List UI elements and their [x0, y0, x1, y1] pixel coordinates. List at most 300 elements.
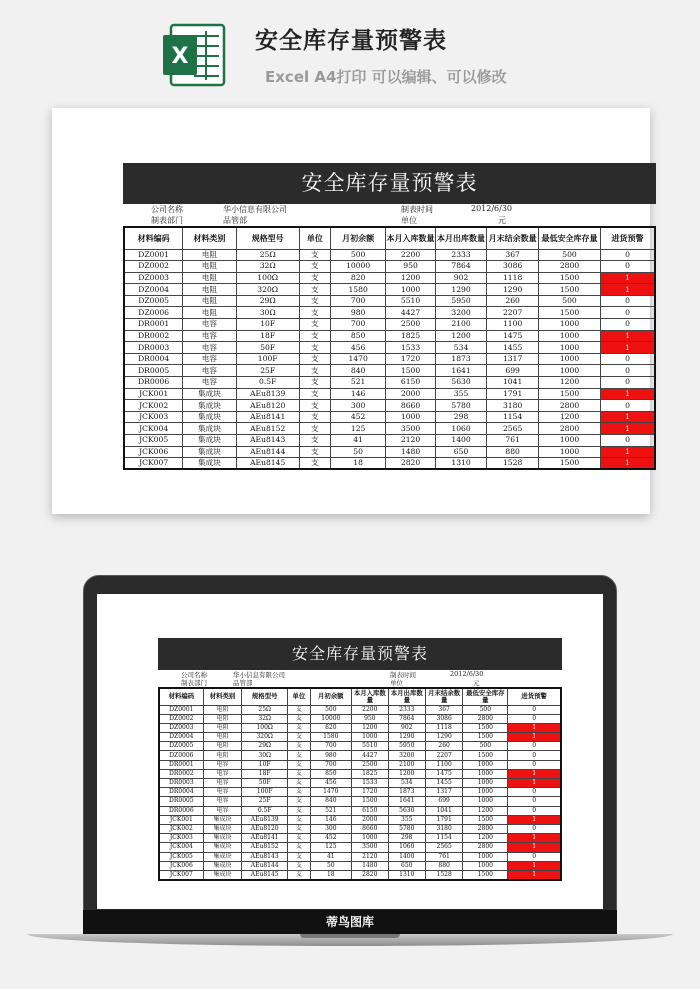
table-cell: 3180	[487, 400, 539, 412]
table-cell: 902	[435, 272, 487, 284]
table-cell: 电阻	[203, 714, 242, 723]
table-cell: 1500	[463, 723, 508, 732]
table-cell: 1290	[487, 284, 539, 296]
table-cell: JCK004	[124, 423, 183, 435]
table-cell: 100Ω	[242, 723, 288, 732]
table-cell: JCK007	[124, 458, 183, 470]
table-cell: 367	[425, 705, 462, 714]
table-cell: 1533	[386, 342, 435, 354]
table-cell: 集成块	[203, 843, 242, 852]
table-cell: JCK006	[159, 861, 203, 870]
column-header: 本月入库数量	[352, 688, 389, 705]
table-row	[159, 788, 561, 797]
alert-cell: 0	[601, 377, 655, 389]
table-cell: 298	[435, 411, 487, 423]
column-header: 进货预警	[601, 227, 655, 249]
table-cell: 5510	[352, 742, 389, 751]
table-cell: 500	[463, 705, 508, 714]
table-cell: 支	[288, 861, 311, 870]
table-cell: DZ0006	[124, 307, 183, 319]
table-cell: 1200	[435, 330, 487, 342]
table-cell: 1310	[388, 870, 425, 880]
alert-cell: 0	[508, 824, 561, 833]
table-cell: 3500	[352, 843, 389, 852]
table-cell: 500	[538, 295, 600, 307]
alert-cell: 1	[508, 834, 561, 843]
table-cell: 1000	[463, 788, 508, 797]
table-cell: 1470	[310, 788, 351, 797]
alert-cell: 0	[508, 751, 561, 760]
table-cell: 1720	[352, 788, 389, 797]
table-cell: 1825	[352, 769, 389, 778]
table-cell: 1000	[463, 797, 508, 806]
form-large	[123, 163, 656, 470]
table-cell: 146	[310, 815, 351, 824]
table-cell: 30Ω	[242, 751, 288, 760]
table-row	[124, 411, 655, 423]
alert-cell: 1	[601, 446, 655, 458]
table-cell: 2120	[386, 435, 435, 447]
table-cell: 5510	[386, 295, 435, 307]
table-cell: 支	[288, 870, 311, 880]
table-cell: 840	[330, 365, 385, 377]
table-cell: 18F	[236, 330, 299, 342]
table-cell: 3200	[435, 307, 487, 319]
table-cell: 集成块	[183, 435, 236, 447]
table-cell: 1500	[463, 751, 508, 760]
table-cell: 1317	[487, 353, 539, 365]
table-cell: JCK007	[159, 870, 203, 880]
table-cell: 18	[310, 870, 351, 880]
table-cell: 1200	[352, 723, 389, 732]
table-cell: 电容	[203, 797, 242, 806]
table-cell: 支	[288, 797, 311, 806]
table-cell: 10F	[242, 760, 288, 769]
table-cell: 1200	[538, 377, 600, 389]
table-cell: DR0004	[124, 353, 183, 365]
table-cell: 10000	[330, 261, 385, 273]
table-row	[124, 342, 655, 354]
dept-label: 制表部门	[181, 679, 207, 687]
table-cell: 761	[487, 435, 539, 447]
table-cell: 2120	[352, 852, 389, 861]
table-cell: 50F	[236, 342, 299, 354]
table-cell: 1200	[538, 411, 600, 423]
table-cell: 1041	[425, 806, 462, 815]
table-cell: 25F	[242, 797, 288, 806]
table-row	[159, 797, 561, 806]
table-cell: DZ0006	[159, 751, 203, 760]
table-cell: 1455	[425, 779, 462, 788]
table-cell: 1200	[463, 806, 508, 815]
table-cell: 1400	[435, 435, 487, 447]
table-cell: 1480	[386, 446, 435, 458]
table-row	[124, 295, 655, 307]
table-cell: 支	[288, 733, 311, 742]
table-cell: 1500	[386, 365, 435, 377]
table-cell: 1000	[463, 769, 508, 778]
table-cell: 电阻	[203, 733, 242, 742]
table-row	[124, 365, 655, 377]
table-cell: 650	[435, 446, 487, 458]
dept-label: 制表部门	[151, 216, 183, 225]
table-cell: DZ0005	[159, 742, 203, 751]
table-cell: 支	[288, 852, 311, 861]
table-cell: 5630	[388, 806, 425, 815]
table-cell: 300	[310, 824, 351, 833]
alert-cell: 0	[508, 742, 561, 751]
table-cell: 50	[310, 861, 351, 870]
column-header: 月初余额	[330, 227, 385, 249]
table-cell: 367	[487, 249, 539, 261]
table-cell: 集成块	[183, 458, 236, 470]
print-preview-sheet	[52, 108, 650, 514]
table-cell: 6150	[386, 377, 435, 389]
table-row	[159, 779, 561, 788]
table-cell: DR0006	[159, 806, 203, 815]
table-cell: 500	[310, 705, 351, 714]
form-small	[158, 638, 562, 881]
form-title-banner: 安全库存量预警表	[158, 638, 562, 670]
table-cell: 355	[435, 388, 487, 400]
table-cell: 1873	[435, 353, 487, 365]
table-cell: 1455	[487, 342, 539, 354]
table-cell: 电阻	[183, 272, 236, 284]
alert-cell: 0	[508, 797, 561, 806]
table-row	[159, 806, 561, 815]
table-cell: 6150	[352, 806, 389, 815]
table-cell: 电阻	[203, 751, 242, 760]
alert-cell: 0	[601, 400, 655, 412]
table-cell: 支	[288, 742, 311, 751]
table-cell: AEu8139	[242, 815, 288, 824]
table-cell: DR0003	[124, 342, 183, 354]
table-cell: 298	[388, 834, 425, 843]
table-cell: 支	[299, 249, 330, 261]
unit-label: 单位	[390, 679, 403, 687]
table-cell: 5950	[435, 295, 487, 307]
table-cell: 452	[310, 834, 351, 843]
company-value: 华小信息有限公司	[223, 205, 287, 214]
table-cell: 950	[386, 261, 435, 273]
alert-cell: 1	[601, 423, 655, 435]
table-cell: 10000	[310, 714, 351, 723]
table-row	[124, 458, 655, 470]
table-cell: 320Ω	[236, 284, 299, 296]
page-subtitle: Excel A4打印 可以编辑、可以修改	[265, 68, 507, 86]
table-row	[159, 834, 561, 843]
form-meta	[158, 670, 562, 687]
table-cell: 支	[288, 806, 311, 815]
alert-cell: 1	[508, 815, 561, 824]
alert-cell: 1	[601, 342, 655, 354]
table-cell: 1100	[487, 319, 539, 331]
column-header: 单位	[288, 688, 311, 705]
table-cell: 500	[538, 249, 600, 261]
table-cell: 534	[435, 342, 487, 354]
table-cell: 50F	[242, 779, 288, 788]
table-cell: 880	[487, 446, 539, 458]
table-cell: 260	[487, 295, 539, 307]
column-header: 材料类别	[183, 227, 236, 249]
table-cell: 1290	[425, 733, 462, 742]
table-cell: 1500	[463, 733, 508, 742]
table-cell: 820	[310, 723, 351, 732]
alert-cell: 0	[601, 295, 655, 307]
alert-cell: 1	[601, 284, 655, 296]
table-cell: AEu8144	[236, 446, 299, 458]
svg-text:X: X	[171, 44, 189, 69]
column-header: 本月入库数量	[386, 227, 435, 249]
table-cell: JCK005	[159, 852, 203, 861]
table-cell: 3500	[386, 423, 435, 435]
table-cell: 534	[388, 779, 425, 788]
table-cell: 2333	[435, 249, 487, 261]
table-cell: DZ0004	[159, 733, 203, 742]
excel-icon	[161, 22, 227, 88]
alert-cell: 1	[508, 733, 561, 742]
table-cell: DZ0001	[124, 249, 183, 261]
column-header: 月末结余数量	[487, 227, 539, 249]
table-cell: DZ0005	[124, 295, 183, 307]
table-cell: 1791	[487, 388, 539, 400]
table-cell: 集成块	[183, 446, 236, 458]
table-cell: 集成块	[183, 388, 236, 400]
table-cell: 1475	[487, 330, 539, 342]
table-cell: AEu8143	[236, 435, 299, 447]
column-header: 月末结余数量	[425, 688, 462, 705]
table-cell: 820	[330, 272, 385, 284]
table-cell: 2800	[463, 843, 508, 852]
table-cell: 1500	[463, 815, 508, 824]
table-cell: 1528	[425, 870, 462, 880]
table-cell: AEu8141	[242, 834, 288, 843]
table-row	[124, 446, 655, 458]
table-cell: 支	[288, 788, 311, 797]
column-header: 规格型号	[236, 227, 299, 249]
table-row	[124, 261, 655, 273]
table-cell: 1500	[538, 284, 600, 296]
table-cell: 支	[288, 815, 311, 824]
table-cell: 电阻	[183, 261, 236, 273]
table-cell: 41	[330, 435, 385, 447]
table-cell: 1533	[352, 779, 389, 788]
table-cell: AEu8141	[236, 411, 299, 423]
form-meta	[123, 204, 656, 226]
alert-cell: 1	[601, 272, 655, 284]
table-header-row	[124, 227, 655, 249]
table-cell: 电容	[183, 365, 236, 377]
table-cell: 1000	[463, 760, 508, 769]
table-cell: 5950	[388, 742, 425, 751]
table-cell: 3086	[425, 714, 462, 723]
table-cell: 0.5F	[242, 806, 288, 815]
company-value: 华小信息有限公司	[233, 671, 285, 679]
table-row	[159, 714, 561, 723]
table-cell: 支	[299, 458, 330, 470]
table-cell: DR0006	[124, 377, 183, 389]
column-header: 最低安全库存量	[538, 227, 600, 249]
table-cell: 集成块	[203, 870, 242, 880]
table-row	[159, 861, 561, 870]
table-cell: 100Ω	[236, 272, 299, 284]
table-cell: 452	[330, 411, 385, 423]
table-cell: 电容	[183, 342, 236, 354]
dept-value: 品管部	[223, 216, 247, 225]
column-header: 本月出库数量	[388, 688, 425, 705]
table-cell: 1154	[425, 834, 462, 843]
table-cell: 1200	[463, 834, 508, 843]
table-cell: 1000	[463, 861, 508, 870]
table-cell: 8660	[386, 400, 435, 412]
table-row	[159, 870, 561, 880]
table-cell: 25Ω	[236, 249, 299, 261]
table-cell: 2800	[538, 423, 600, 435]
alert-cell: 0	[508, 705, 561, 714]
table-cell: 集成块	[203, 834, 242, 843]
date-label: 制表时间	[401, 205, 433, 214]
table-cell: 1500	[352, 797, 389, 806]
table-cell: AEu8143	[242, 852, 288, 861]
table-cell: 2200	[352, 705, 389, 714]
table-cell: 2800	[463, 824, 508, 833]
table-cell: DR0001	[159, 760, 203, 769]
laptop-screen	[97, 594, 603, 909]
table-cell: 456	[330, 342, 385, 354]
table-cell: 电容	[203, 760, 242, 769]
table-row	[124, 353, 655, 365]
table-cell: DR0005	[124, 365, 183, 377]
table-row	[124, 400, 655, 412]
table-cell: AEu8139	[236, 388, 299, 400]
table-row	[159, 742, 561, 751]
table-cell: 支	[299, 411, 330, 423]
alert-cell: 1	[601, 330, 655, 342]
table-cell: JCK003	[124, 411, 183, 423]
table-row	[124, 377, 655, 389]
table-cell: 5780	[435, 400, 487, 412]
table-cell: 700	[310, 742, 351, 751]
table-cell: 电容	[183, 377, 236, 389]
table-cell: 1000	[386, 284, 435, 296]
table-cell: 支	[288, 751, 311, 760]
table-cell: AEu8145	[236, 458, 299, 470]
table-cell: 电容	[203, 779, 242, 788]
table-cell: 支	[299, 319, 330, 331]
table-cell: 支	[299, 330, 330, 342]
alert-cell: 0	[508, 806, 561, 815]
table-cell: 100F	[236, 353, 299, 365]
table-cell: 2800	[538, 261, 600, 273]
table-cell: DR0003	[159, 779, 203, 788]
table-cell: 1500	[463, 870, 508, 880]
table-cell: 29Ω	[242, 742, 288, 751]
table-cell: 1641	[435, 365, 487, 377]
table-cell: 2207	[425, 751, 462, 760]
stock-table	[123, 226, 656, 470]
table-cell: 18	[330, 458, 385, 470]
table-row	[159, 824, 561, 833]
table-cell: 支	[299, 261, 330, 273]
alert-cell: 1	[508, 723, 561, 732]
table-cell: DZ0001	[159, 705, 203, 714]
table-cell: 支	[288, 714, 311, 723]
table-cell: 950	[352, 714, 389, 723]
table-cell: 1000	[463, 852, 508, 861]
table-cell: 5780	[388, 824, 425, 833]
form-title-banner: 安全库存量预警表	[123, 163, 656, 204]
table-cell: 3200	[388, 751, 425, 760]
table-cell: 支	[299, 342, 330, 354]
table-cell: 699	[425, 797, 462, 806]
table-cell: 25F	[236, 365, 299, 377]
table-cell: 支	[299, 377, 330, 389]
table-cell: 电阻	[183, 284, 236, 296]
table-cell: 2000	[386, 388, 435, 400]
table-cell: 支	[299, 365, 330, 377]
table-cell: 840	[310, 797, 351, 806]
alert-cell: 1	[508, 843, 561, 852]
table-cell: 1000	[538, 319, 600, 331]
table-cell: 支	[288, 705, 311, 714]
table-row	[124, 319, 655, 331]
column-header: 月初余额	[310, 688, 351, 705]
table-cell: 电阻	[203, 742, 242, 751]
table-cell: JCK005	[124, 435, 183, 447]
table-cell: 700	[330, 319, 385, 331]
table-cell: AEu8120	[236, 400, 299, 412]
alert-cell: 1	[508, 769, 561, 778]
table-cell: 1100	[425, 760, 462, 769]
table-cell: DZ0003	[159, 723, 203, 732]
table-cell: DR0002	[124, 330, 183, 342]
table-cell: 1060	[388, 843, 425, 852]
table-row	[159, 769, 561, 778]
table-cell: 1720	[386, 353, 435, 365]
table-cell: 1400	[388, 852, 425, 861]
table-cell: 2500	[352, 760, 389, 769]
table-cell: 支	[288, 760, 311, 769]
table-cell: 1200	[386, 272, 435, 284]
table-cell: 1791	[425, 815, 462, 824]
alert-cell: 0	[601, 261, 655, 273]
alert-cell: 1	[601, 388, 655, 400]
table-cell: 2800	[463, 714, 508, 723]
page-header	[0, 0, 700, 105]
column-header: 材料编码	[124, 227, 183, 249]
table-cell: 456	[310, 779, 351, 788]
table-cell: 2565	[425, 843, 462, 852]
table-row	[124, 249, 655, 261]
table-cell: 4427	[386, 307, 435, 319]
table-cell: 761	[425, 852, 462, 861]
table-cell: 41	[310, 852, 351, 861]
table-cell: 支	[299, 435, 330, 447]
table-cell: AEu8152	[236, 423, 299, 435]
table-cell: 集成块	[203, 861, 242, 870]
table-cell: 电容	[203, 788, 242, 797]
table-cell: JCK004	[159, 843, 203, 852]
table-cell: 1580	[310, 733, 351, 742]
table-cell: 700	[310, 760, 351, 769]
table-cell: 支	[288, 824, 311, 833]
table-cell: 电阻	[203, 723, 242, 732]
table-row	[124, 272, 655, 284]
table-cell: 1000	[386, 411, 435, 423]
table-cell: DR0004	[159, 788, 203, 797]
alert-cell: 0	[508, 714, 561, 723]
alert-cell: 0	[601, 353, 655, 365]
